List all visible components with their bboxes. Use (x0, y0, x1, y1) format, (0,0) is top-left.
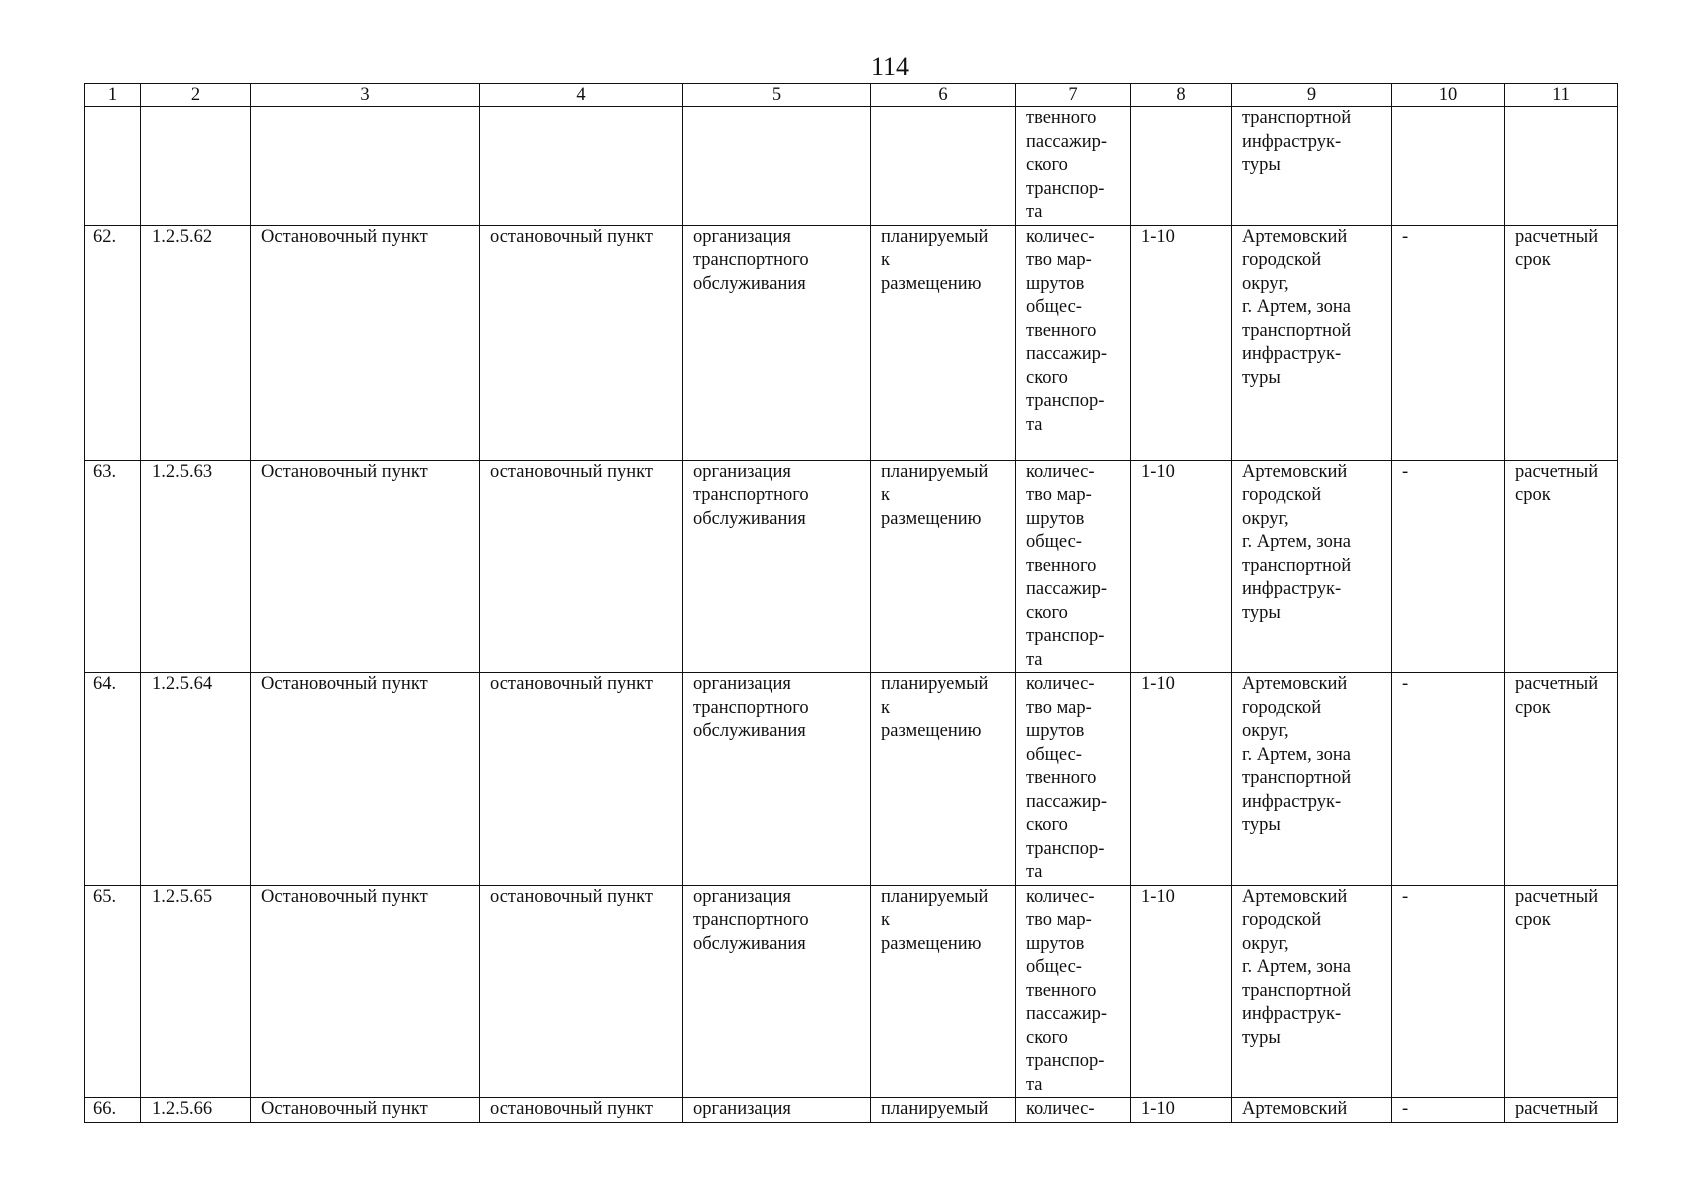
cell-number: 63. (85, 460, 141, 673)
text-line: тво мар- (1026, 910, 1092, 930)
text-line: Артемовский (1242, 674, 1348, 694)
cell-name: Остановочный пункт (251, 225, 480, 460)
text-line: та (1026, 649, 1043, 670)
cell-empty (480, 107, 683, 226)
text-line: общес- (1026, 297, 1082, 317)
text-line: пассажир- (1026, 344, 1108, 364)
cell-number: 62. (85, 225, 141, 460)
text-line: обслуживания (693, 721, 806, 741)
text-line: организация (693, 461, 791, 482)
cell-number: 65. (85, 885, 141, 1098)
cell-characteristic (1016, 107, 1131, 226)
text-line: ского (1026, 155, 1068, 175)
text-line: городской (1242, 250, 1322, 270)
cell-code: 1.2.5.65 (141, 885, 251, 1098)
text-line: шрутов (1026, 721, 1085, 741)
cell-col10: - (1392, 673, 1505, 886)
table-row (85, 460, 1618, 673)
column-header: 8 (1131, 84, 1232, 107)
column-header: 9 (1232, 84, 1392, 107)
text-line: транспор- (1026, 178, 1105, 199)
text-line: Артемовский (1242, 461, 1348, 482)
text-line: общес- (1026, 744, 1082, 765)
text-line: та (1026, 414, 1043, 435)
cell-type: остановочный пункт (480, 1098, 683, 1123)
cell-name: Остановочный пункт (251, 460, 480, 673)
text-line: ского (1026, 1027, 1068, 1048)
text-line: Артемовский (1242, 226, 1348, 247)
text-line: туры (1242, 815, 1281, 835)
cell-name: Остановочный пункт (251, 673, 480, 886)
table-row (85, 673, 1618, 886)
cell-characteristic (1016, 460, 1131, 673)
text-line: расчетный (1515, 886, 1599, 907)
column-header: 1 (85, 84, 141, 107)
cell-empty (1131, 107, 1232, 226)
cell-col10: - (1392, 885, 1505, 1098)
cell-location: Артемовский (1232, 1098, 1392, 1123)
cell-location (1232, 673, 1392, 886)
cell-code: 1.2.5.62 (141, 225, 251, 460)
column-header: 3 (251, 84, 480, 107)
column-header: 6 (871, 84, 1016, 107)
continuation-row (85, 107, 1618, 226)
text-line: к (881, 485, 890, 505)
text-line: городской (1242, 485, 1322, 505)
text-line: округ, (1242, 933, 1289, 954)
page-number: 114 (870, 52, 910, 81)
text-line: городской (1242, 697, 1322, 718)
text-line: городской (1242, 910, 1322, 930)
cell-location (1232, 107, 1392, 226)
text-line: твенного (1026, 320, 1097, 341)
cell-code: 1.2.5.64 (141, 673, 251, 886)
cell-empty (1392, 107, 1505, 226)
table-row (85, 225, 1618, 460)
text-line: пассажир- (1026, 791, 1108, 812)
text-line: транспортного (693, 697, 809, 718)
text-line: та (1026, 1074, 1043, 1095)
cell-status (871, 885, 1016, 1098)
text-line: срок (1515, 697, 1551, 718)
text-line: транспортной (1242, 320, 1352, 341)
objects-table (84, 83, 1618, 1123)
cell-term (1505, 460, 1618, 673)
text-line: обслуживания (693, 273, 806, 294)
text-line: та (1026, 862, 1043, 882)
text-line: транспор- (1026, 1051, 1105, 1071)
cell-number: 66. (85, 1098, 141, 1123)
text-line: ского (1026, 602, 1068, 623)
text-line: пассажир- (1026, 1004, 1108, 1024)
table-row (85, 1098, 1618, 1123)
cell-value: 1-10 (1131, 673, 1232, 886)
text-line: к (881, 250, 890, 270)
text-line: обслуживания (693, 933, 806, 954)
cell-name: Остановочный пункт (251, 885, 480, 1098)
text-line: ского (1026, 815, 1068, 835)
text-line: округ, (1242, 508, 1289, 529)
text-line: планируемый (881, 461, 989, 482)
text-line: к (881, 910, 890, 930)
cell-type: остановочный пункт (480, 460, 683, 673)
cell-empty (1505, 107, 1618, 226)
cell-purpose (683, 225, 871, 460)
text-line: транспор- (1026, 626, 1105, 646)
text-line: срок (1515, 910, 1551, 930)
text-line: г. Артем, зона (1242, 297, 1351, 317)
text-line: инфраструк- (1242, 344, 1342, 364)
cell-empty (141, 107, 251, 226)
text-line: размещению (881, 721, 982, 741)
text-line: расчетный (1515, 461, 1599, 482)
column-header: 11 (1505, 84, 1618, 107)
text-line: расчетный (1515, 674, 1599, 694)
cell-characteristic (1016, 673, 1131, 886)
cell-term (1505, 673, 1618, 886)
text-line: транспортного (693, 485, 809, 505)
text-line: количес- (1026, 886, 1095, 907)
text-line: планируемый (881, 226, 989, 247)
text-line: размещению (881, 508, 982, 529)
cell-status: планируемый (871, 1098, 1016, 1123)
cell-number: 64. (85, 673, 141, 886)
text-line: пассажир- (1026, 131, 1108, 152)
cell-location (1232, 885, 1392, 1098)
text-line: организация (693, 886, 791, 907)
text-line: шрутов (1026, 933, 1085, 954)
text-line: тво мар- (1026, 485, 1092, 505)
text-line: инфраструк- (1242, 1004, 1342, 1024)
cell-term: расчетный (1505, 1098, 1618, 1123)
cell-status (871, 673, 1016, 886)
text-line: размещению (881, 933, 982, 954)
cell-empty (85, 107, 141, 226)
cell-type: остановочный пункт (480, 225, 683, 460)
text-line: транспортной (1242, 768, 1352, 788)
text-line: транспортного (693, 910, 809, 930)
text-line: срок (1515, 485, 1551, 505)
text-line: та (1026, 202, 1043, 222)
text-line: туры (1242, 367, 1281, 388)
text-line: г. Артем, зона (1242, 744, 1351, 765)
text-line: инфраструк- (1242, 579, 1342, 599)
text-line: количес- (1026, 674, 1095, 694)
text-line: твенного (1026, 980, 1097, 1001)
text-line: шрутов (1026, 508, 1085, 529)
cell-empty (871, 107, 1016, 226)
cell-location (1232, 225, 1392, 460)
cell-characteristic: количес- (1016, 1098, 1131, 1123)
column-number-row (85, 84, 1618, 107)
text-line: твенного (1026, 108, 1097, 128)
column-header: 5 (683, 84, 871, 107)
cell-purpose (683, 885, 871, 1098)
text-line: транспор- (1026, 391, 1105, 411)
text-line: организация (693, 674, 791, 694)
text-line: пассажир- (1026, 579, 1108, 599)
cell-empty (251, 107, 480, 226)
column-header: 4 (480, 84, 683, 107)
text-line: размещению (881, 273, 982, 294)
text-line: количес- (1026, 461, 1095, 482)
text-line: г. Артем, зона (1242, 957, 1351, 977)
text-line: организация (693, 226, 791, 247)
text-line: туры (1242, 602, 1281, 623)
text-line: планируемый (881, 674, 989, 694)
text-line: транспортной (1242, 555, 1352, 576)
cell-empty (683, 107, 871, 226)
text-line: общес- (1026, 957, 1082, 977)
cell-purpose (683, 673, 871, 886)
cell-value: 1-10 (1131, 225, 1232, 460)
text-line: туры (1242, 1027, 1281, 1048)
cell-value: 1-10 (1131, 885, 1232, 1098)
cell-characteristic (1016, 885, 1131, 1098)
table-row (85, 885, 1618, 1098)
cell-col10: - (1392, 225, 1505, 460)
text-line: к (881, 697, 890, 718)
column-header: 7 (1016, 84, 1131, 107)
cell-characteristic (1016, 225, 1131, 460)
cell-status (871, 225, 1016, 460)
cell-status (871, 460, 1016, 673)
text-line: твенного (1026, 555, 1097, 576)
text-line: тво мар- (1026, 697, 1092, 718)
text-line: туры (1242, 155, 1281, 175)
cell-code: 1.2.5.63 (141, 460, 251, 673)
cell-term (1505, 225, 1618, 460)
cell-type: остановочный пункт (480, 885, 683, 1098)
text-line: транспор- (1026, 838, 1105, 859)
text-line: ского (1026, 367, 1068, 388)
cell-purpose: организация (683, 1098, 871, 1123)
text-line: транспортной (1242, 980, 1352, 1001)
column-header: 10 (1392, 84, 1505, 107)
cell-name: Остановочный пункт (251, 1098, 480, 1123)
cell-value: 1-10 (1131, 460, 1232, 673)
text-line: инфраструк- (1242, 131, 1342, 152)
cell-location (1232, 460, 1392, 673)
text-line: транспортной (1242, 108, 1352, 128)
text-line: транспортного (693, 250, 809, 270)
text-line: округ, (1242, 721, 1289, 741)
cell-col10: - (1392, 460, 1505, 673)
cell-value: 1-10 (1131, 1098, 1232, 1123)
text-line: округ, (1242, 273, 1289, 294)
text-line: инфраструк- (1242, 791, 1342, 812)
text-line: общес- (1026, 532, 1082, 552)
column-header: 2 (141, 84, 251, 107)
text-line: г. Артем, зона (1242, 532, 1351, 552)
cell-type: остановочный пункт (480, 673, 683, 886)
text-line: тво мар- (1026, 250, 1092, 270)
cell-col10: - (1392, 1098, 1505, 1123)
text-line: твенного (1026, 768, 1097, 788)
text-line: расчетный (1515, 226, 1599, 247)
text-line: шрутов (1026, 273, 1085, 294)
text-line: планируемый (881, 886, 989, 907)
cell-term (1505, 885, 1618, 1098)
text-line: обслуживания (693, 508, 806, 529)
text-line: срок (1515, 250, 1551, 270)
text-line: количес- (1026, 226, 1095, 247)
text-line: Артемовский (1242, 886, 1348, 907)
cell-purpose (683, 460, 871, 673)
cell-code: 1.2.5.66 (141, 1098, 251, 1123)
